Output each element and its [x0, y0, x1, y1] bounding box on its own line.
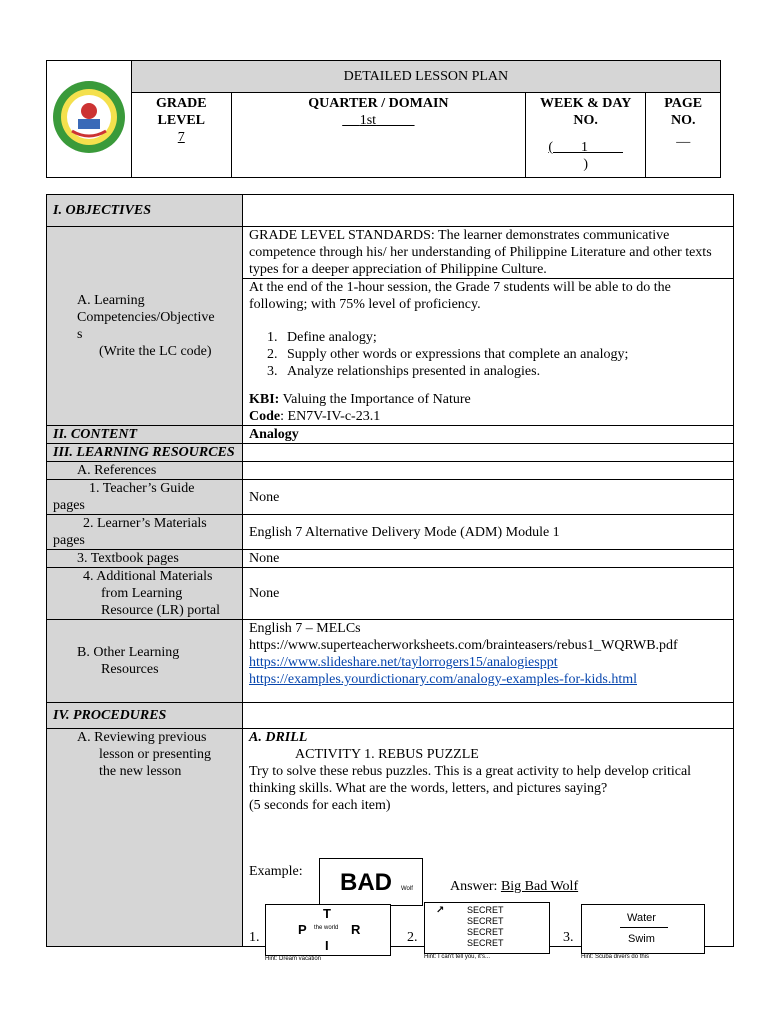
- reviewing-lesson-label: [47, 729, 243, 947]
- lc-code-hint: (Write the LC code): [99, 344, 212, 359]
- yourdictionary-link[interactable]: https://examples.yourdictionary.com/analogy-examples-for-kids.html: [249, 672, 637, 687]
- objectives-heading: I. OBJECTIVES: [47, 195, 243, 227]
- week-value: 1: [581, 140, 588, 155]
- additional-materials-value: None: [243, 568, 734, 620]
- week-day-cell: [525, 93, 646, 178]
- puzzle-2-hint: Hint: I can't tell you, it's...: [424, 954, 490, 960]
- example-big-text: BAD: [340, 869, 392, 896]
- page-no-label: NO.: [670, 113, 696, 128]
- puzzle-2-word: SECRET: [467, 927, 504, 937]
- school-seal-cell: [47, 61, 132, 178]
- am-label-line2: from Learning: [101, 586, 183, 601]
- am-label-line3: Resource (LR) portal: [101, 603, 220, 618]
- review-label-line1: A. Reviewing previous: [77, 730, 207, 745]
- puzzle-3-top: Water: [627, 912, 656, 924]
- content-heading: II. CONTENT: [47, 426, 243, 444]
- level-label: LEVEL: [157, 113, 206, 128]
- puzzle-2-number: 2.: [407, 930, 418, 945]
- teachers-guide-value: None: [243, 480, 734, 515]
- textbook-pages-label: 3. Textbook pages: [47, 550, 243, 568]
- tg-label: 1. Teacher’s Guide: [89, 481, 195, 496]
- puzzle-2-word: SECRET: [467, 938, 504, 948]
- other-label-line2: Resources: [101, 662, 159, 677]
- lc-label-line2: s: [77, 327, 83, 342]
- additional-materials-label: [47, 568, 243, 620]
- content-value: Analogy: [243, 426, 734, 444]
- objectives-list: [249, 329, 727, 380]
- puzzle-2-words: [467, 905, 504, 949]
- week-open-paren: (: [548, 140, 553, 155]
- am-label-line1: 4. Additional Materials: [83, 569, 213, 584]
- tg-label-pages: pages: [53, 498, 85, 513]
- puzzle-1-right: R: [351, 922, 361, 937]
- kbi-label: KBI:: [249, 392, 280, 407]
- code-label: Code: [249, 409, 281, 424]
- puzzle-1: [265, 904, 391, 956]
- quarter-value: 1st: [359, 113, 377, 128]
- learners-materials-label: [47, 515, 243, 550]
- school-seal-logo: [48, 75, 130, 159]
- grade-value: 7: [177, 130, 185, 145]
- puzzle-2-word: SECRET: [467, 905, 504, 915]
- week-label: WEEK & DAY: [540, 96, 632, 111]
- grade-level-cell: [131, 93, 231, 178]
- melcs-text: English 7 – MELCs: [249, 621, 361, 636]
- example-label: Example:: [249, 864, 303, 879]
- objectives-intro: At the end of the 1-hour session, the Grade 7 students will be able to do the following; with 75% level of proficiency.: [249, 280, 671, 312]
- objective-item: 2. Supply other words or expressions that complete an analogy;: [281, 346, 727, 363]
- week-close-paren: ): [583, 157, 588, 172]
- objective-item: 1. Define analogy;: [281, 329, 727, 346]
- grade-level-standards: GRADE LEVEL STANDARDS: The learner demonstrates communicative competence through his/ her understanding of Philippine Literature and other texts types for a deeper appreciation of Philippine Culture.: [243, 227, 734, 279]
- drill-heading: A. DRILL: [249, 730, 308, 745]
- lc-label-line1: A. Learning Competencies/Objective: [77, 293, 215, 325]
- answer-label: Answer:: [450, 879, 501, 894]
- example-small-text: Wolf: [401, 886, 413, 892]
- activity-instructions: Try to solve these rebus puzzles. This is a great activity to help develop critical thinking skills. What are the words, letters, and pictures saying?: [249, 764, 692, 796]
- references-label: A. References: [47, 462, 243, 480]
- superteacher-url: https://www.superteacherworksheets.com/brainteasers/rebus1_WQRWB.pdf: [249, 638, 678, 653]
- objectives-heading-blank: [243, 195, 734, 227]
- page-label: PAGE: [664, 96, 703, 111]
- page-value: __: [676, 130, 691, 145]
- code-value: : EN7V-IV-c-23.1: [280, 409, 381, 424]
- activity-timing: (5 seconds for each item): [249, 798, 391, 813]
- lm-label-pages: pages: [53, 533, 85, 548]
- puzzle-1-bottom: I: [325, 938, 329, 953]
- textbook-pages-value: None: [243, 550, 734, 568]
- objective-item: 3. Analyze relationships presented in analogies.: [281, 363, 727, 380]
- puzzle-2: [424, 902, 550, 954]
- puzzle-3-number: 3.: [563, 930, 574, 945]
- review-label-line3: the new lesson: [99, 764, 182, 779]
- slideshare-link[interactable]: https://www.slideshare.net/taylorrogers15/analogiesppt: [249, 655, 558, 670]
- header-title: DETAILED LESSON PLAN: [131, 61, 720, 93]
- puzzle-3-hint: Hint: Scuba divers do this: [581, 954, 650, 960]
- teachers-guide-label: [47, 480, 243, 515]
- puzzle-1-number: 1.: [249, 930, 260, 945]
- lm-label: 2. Learner’s Materials: [83, 516, 207, 531]
- puzzle-3-line: [620, 927, 668, 928]
- example-answer: [450, 879, 578, 895]
- quarter-label: QUARTER / DOMAIN: [308, 96, 449, 111]
- arrow-icon: ↗: [436, 905, 445, 916]
- other-resources-label: [47, 620, 243, 703]
- review-label-line2: lesson or presenting: [99, 747, 211, 762]
- lesson-plan-table: [46, 194, 734, 947]
- procedures-blank: [243, 703, 734, 729]
- learners-materials-value: English 7 Alternative Delivery Mode (ADM) Module 1: [243, 515, 734, 550]
- procedures-heading: IV. PROCEDURES: [47, 703, 243, 729]
- week-no-label: NO.: [573, 113, 598, 128]
- puzzle-1-top: T: [323, 906, 331, 921]
- objectives-body: [243, 279, 734, 426]
- puzzle-1-hint: Hint: Dream vacation: [265, 956, 322, 962]
- activity-title: ACTIVITY 1. REBUS PUZZLE: [295, 747, 479, 762]
- puzzle-1-middle: the world: [314, 925, 339, 931]
- answer-value: Big Bad Wolf: [500, 879, 579, 894]
- puzzle-3: [581, 904, 705, 954]
- learning-resources-heading: III. LEARNING RESOURCES: [47, 444, 243, 462]
- page-no-cell: [646, 93, 721, 178]
- learning-resources-blank: [243, 444, 734, 462]
- puzzle-3-bottom: Swim: [628, 933, 655, 945]
- references-blank: [243, 462, 734, 480]
- other-resources-value: [243, 620, 734, 703]
- quarter-cell: [231, 93, 525, 178]
- other-label-line1: B. Other Learning: [77, 645, 180, 660]
- learning-competencies-label: [47, 227, 243, 426]
- puzzle-2-word: SECRET: [467, 916, 504, 926]
- grade-label: GRADE: [156, 96, 207, 111]
- kbi-value: Valuing the Importance of Nature: [282, 392, 471, 407]
- header-table: [46, 60, 721, 178]
- example-puzzle: [319, 858, 423, 906]
- puzzle-1-left: P: [298, 922, 307, 937]
